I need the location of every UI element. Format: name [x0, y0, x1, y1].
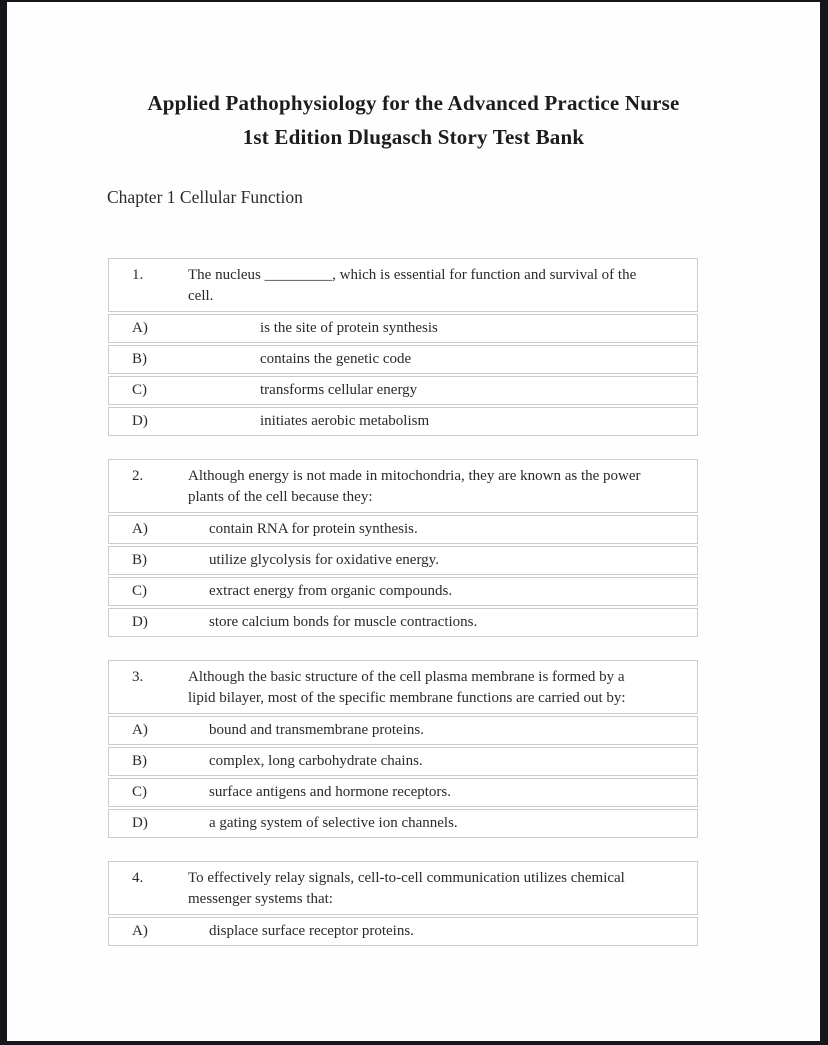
question-number: 4.	[132, 870, 144, 886]
question-text-line: Although energy is not made in mitochondria, they are known as the power	[188, 468, 641, 484]
chapter-heading: Chapter 1 Cellular Function	[107, 187, 303, 207]
document-title-line-2: 1st Edition Dlugasch Story Test Bank	[242, 125, 585, 149]
option-row	[108, 376, 698, 405]
option-row	[108, 515, 698, 544]
option-letter: C)	[132, 382, 147, 398]
question-number: 2.	[132, 468, 144, 484]
option-letter: D)	[132, 614, 148, 630]
option-text: store calcium bonds for muscle contractions.	[209, 614, 478, 630]
option-text: surface antigens and hormone receptors.	[209, 784, 451, 800]
option-text: contain RNA for protein synthesis.	[209, 521, 418, 537]
option-row	[108, 577, 698, 606]
option-letter: A)	[132, 521, 148, 537]
option-text: bound and transmembrane proteins.	[209, 722, 424, 738]
question-text	[188, 265, 697, 307]
option-text: a gating system of selective ion channels.	[209, 815, 458, 831]
option-text: complex, long carbohydrate chains.	[209, 753, 423, 769]
question-row	[108, 258, 698, 312]
option-letter: B)	[132, 753, 147, 769]
option-text: is the site of protein synthesis	[260, 320, 438, 336]
option-text: contains the genetic code	[260, 351, 412, 367]
option-letter: D)	[132, 413, 148, 429]
option-row	[108, 407, 698, 436]
option-row	[108, 778, 698, 807]
option-letter: C)	[132, 784, 147, 800]
question-row	[108, 861, 698, 915]
option-row	[108, 345, 698, 374]
question-text	[188, 667, 697, 709]
option-text: extract energy from organic compounds.	[209, 583, 453, 599]
question-row	[108, 459, 698, 513]
option-row	[108, 546, 698, 575]
option-row	[108, 747, 698, 776]
option-text: displace surface receptor proteins.	[209, 923, 414, 939]
option-text: utilize glycolysis for oxidative energy.	[209, 552, 439, 568]
option-letter: D)	[132, 815, 148, 831]
option-row	[108, 809, 698, 838]
option-text: initiates aerobic metabolism	[260, 413, 430, 429]
question-row	[108, 660, 698, 714]
option-row	[108, 917, 698, 946]
question-text-line: plants of the cell because they:	[188, 489, 373, 505]
option-letter: A)	[132, 722, 148, 738]
option-letter: B)	[132, 351, 147, 367]
question-text-line: cell.	[188, 288, 214, 304]
option-row	[108, 314, 698, 343]
question-text	[188, 466, 697, 508]
option-letter: C)	[132, 583, 147, 599]
option-row	[108, 608, 698, 637]
option-letter: A)	[132, 320, 148, 336]
question-table-3	[108, 660, 698, 838]
question-text	[188, 868, 697, 910]
document-page	[7, 2, 820, 1041]
questions-list	[108, 258, 698, 946]
document-title-line-1: Applied Pathophysiology for the Advanced Practice Nurse	[147, 91, 680, 115]
option-row	[108, 716, 698, 745]
question-text-line: lipid bilayer, most of the specific membrane functions are carried out by:	[188, 690, 626, 706]
question-text-line: The nucleus _________, which is essential for function and survival of the	[188, 267, 637, 283]
question-text-line: messenger systems that:	[188, 891, 333, 907]
option-text: transforms cellular energy	[260, 382, 418, 398]
question-number: 3.	[132, 669, 144, 685]
question-number: 1.	[132, 267, 144, 283]
question-table-1	[108, 258, 698, 436]
option-letter: A)	[132, 923, 148, 939]
document-title	[7, 86, 820, 154]
question-text-line: Although the basic structure of the cell plasma membrane is formed by a	[188, 669, 625, 685]
question-table-4	[108, 861, 698, 946]
question-table-2	[108, 459, 698, 637]
question-text-line: To effectively relay signals, cell-to-cell communication utilizes chemical	[188, 870, 625, 886]
option-letter: B)	[132, 552, 147, 568]
